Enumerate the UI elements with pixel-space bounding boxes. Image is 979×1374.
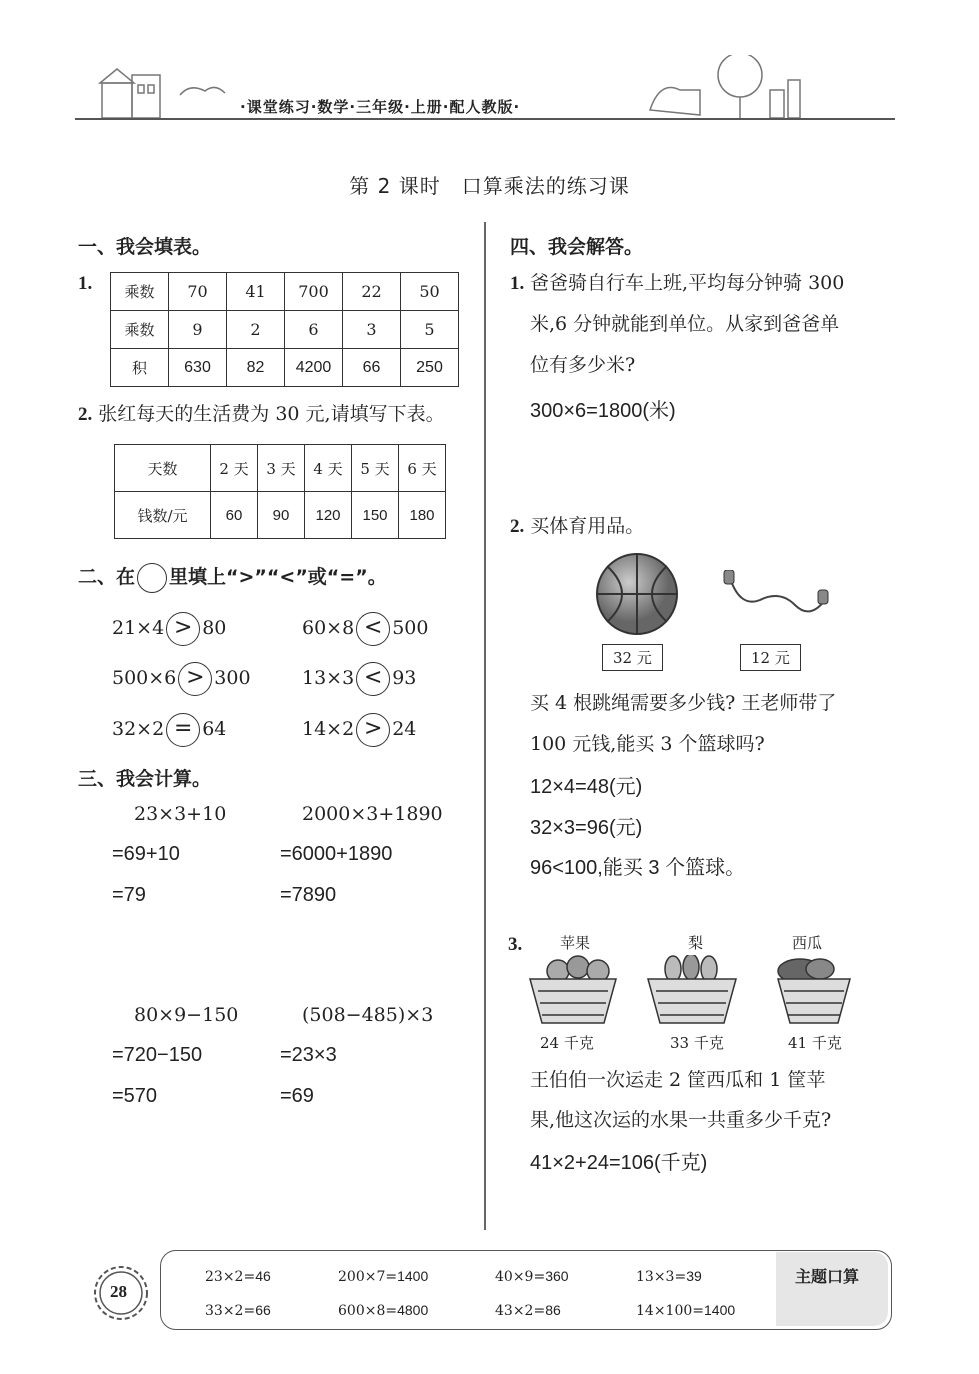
compare-item	[112, 612, 226, 646]
table-row	[111, 311, 459, 349]
lesson-title: 第 2 课时 口算乘法的练习课	[349, 174, 630, 198]
oral-question: 14×100=	[636, 1303, 704, 1319]
compare-symbol: >	[178, 662, 212, 696]
table-cell: 天数	[115, 445, 211, 492]
fruit-name: 苹果	[560, 934, 591, 952]
oral-item	[495, 1302, 561, 1319]
jump-rope-icon	[722, 570, 832, 620]
calc-step: =720−150	[112, 1044, 203, 1066]
table-row	[111, 273, 459, 311]
fruit-weight: 41 千克	[788, 1034, 842, 1052]
compare-right: 80	[202, 617, 227, 639]
answer-cell: 250	[401, 349, 459, 387]
answer-cell: 180	[399, 492, 446, 539]
calc-expression: 2000×3+1890	[302, 803, 443, 825]
empty-circle-icon	[137, 563, 167, 593]
oral-item	[205, 1302, 271, 1319]
q2-line	[78, 394, 445, 435]
oral-answer: 1400	[704, 1302, 736, 1318]
answer-cell: 60	[211, 492, 258, 539]
oral-arithmetic-label: 主题口算	[795, 1267, 860, 1286]
compare-symbol: >	[166, 612, 200, 646]
oral-question: 33×2=	[205, 1303, 256, 1319]
answer-cell: 90	[258, 492, 305, 539]
compare-right: 500	[392, 617, 429, 639]
oral-question: 200×7=	[338, 1269, 398, 1285]
compare-left: 60×8	[302, 617, 355, 639]
q4-2-answer: 12×4=48(元)	[530, 776, 643, 798]
compare-left: 14×2	[302, 718, 355, 740]
table-cell: 22	[343, 273, 401, 311]
q4-3-line: 果,他这次运的水果一共重多少千克?	[530, 1109, 832, 1131]
compare-symbol: >	[356, 713, 390, 747]
q4-3-number: 3.	[508, 934, 523, 955]
table-row	[111, 349, 459, 387]
section-2-title	[78, 562, 387, 593]
table-cell: 9	[169, 311, 227, 349]
oral-item	[636, 1302, 735, 1319]
table-cell: 700	[285, 273, 343, 311]
rope-price-tag: 12 元	[740, 644, 801, 671]
section-4-title: 四、我会解答。	[510, 236, 644, 258]
q4-2-number: 2.	[510, 516, 525, 537]
living-cost-table	[114, 444, 446, 539]
compare-symbol: =	[166, 713, 200, 747]
answer-cell: 66	[343, 349, 401, 387]
table-cell: 5 天	[352, 445, 399, 492]
compare-left: 13×3	[302, 667, 355, 689]
table-cell: 6	[285, 311, 343, 349]
calc-step: =79	[112, 884, 146, 906]
q4-2-line: 买 4 根跳绳需要多少钱? 王老师带了	[530, 692, 837, 714]
compare-item	[112, 713, 226, 747]
q4-2-title: 买体育用品。	[530, 515, 645, 537]
table-cell: 3 天	[258, 445, 305, 492]
table-cell: 钱数/元	[115, 492, 211, 539]
oral-answer: 66	[255, 1302, 271, 1318]
table-cell: 2	[227, 311, 285, 349]
oral-item	[338, 1268, 428, 1285]
q2-text: 张红每天的生活费为 30 元,请填写下表。	[98, 403, 445, 425]
section-3-title: 三、我会计算。	[78, 768, 212, 790]
q4-1-line: 位有多少米?	[530, 354, 636, 376]
q4-3-line: 王伯伯一次运走 2 筐西瓜和 1 筐苹	[530, 1069, 826, 1091]
q4-2-line: 100 元钱,能买 3 个篮球吗?	[530, 733, 765, 755]
header-rule	[75, 118, 895, 120]
fruit-name: 西瓜	[792, 934, 823, 952]
compare-symbol: <	[356, 662, 390, 696]
q4-2-title-line	[510, 506, 644, 547]
table-cell: 41	[227, 273, 285, 311]
oral-question: 600×8=	[338, 1303, 398, 1319]
compare-item	[302, 662, 416, 696]
table-cell: 50	[401, 273, 459, 311]
oral-question: 43×2=	[495, 1303, 546, 1319]
compare-right: 24	[392, 718, 417, 740]
compare-left: 21×4	[112, 617, 165, 639]
compare-right: 64	[202, 718, 227, 740]
oral-item	[636, 1268, 702, 1285]
q4-1-number: 1.	[510, 273, 525, 294]
calc-step: =7890	[280, 884, 337, 906]
oral-answer: 86	[545, 1302, 561, 1318]
oral-answer: 39	[686, 1268, 702, 1284]
table-cell: 5	[401, 311, 459, 349]
table-cell: 4 天	[305, 445, 352, 492]
q1-number: 1.	[78, 273, 93, 294]
oral-question: 40×9=	[495, 1269, 546, 1285]
oral-answer: 4800	[397, 1302, 429, 1318]
table-cell: 3	[343, 311, 401, 349]
calc-step: =69+10	[112, 843, 180, 865]
section-2-title-a: 二、在	[78, 566, 136, 588]
table-cell: 70	[169, 273, 227, 311]
q4-3-answer: 41×2+24=106(千克)	[530, 1152, 708, 1174]
table-cell: 积	[111, 349, 169, 387]
basketball-price-tag: 32 元	[602, 644, 663, 671]
basketball-icon	[595, 552, 679, 636]
answer-cell: 630	[169, 349, 227, 387]
answer-cell: 4200	[285, 349, 343, 387]
q4-1-line: 米,6 分钟就能到单位。从家到爸爸单	[530, 313, 840, 335]
fruit-weight: 33 千克	[670, 1034, 724, 1052]
fruit-name: 梨	[688, 934, 704, 952]
calc-expression: 80×9−150	[134, 1004, 239, 1026]
table-row	[115, 492, 446, 539]
calc-step: =6000+1890	[280, 843, 393, 865]
calc-expression: 23×3+10	[134, 803, 227, 825]
compare-left: 500×6	[112, 667, 177, 689]
oral-question: 23×2=	[205, 1269, 256, 1285]
table-cell: 2 天	[211, 445, 258, 492]
compare-symbol: <	[356, 612, 390, 646]
series-title: ·课堂练习·数学·三年级·上册·配人教版·	[240, 98, 521, 116]
compare-item	[112, 662, 251, 696]
calc-step: =23×3	[280, 1044, 337, 1066]
section-1-title: 一、我会填表。	[78, 236, 212, 258]
section-2-title-b: 里填上“>”“<”或“=”。	[169, 566, 387, 588]
answer-cell: 120	[305, 492, 352, 539]
fruit-weight: 24 千克	[540, 1034, 594, 1052]
oral-item	[338, 1302, 428, 1319]
compare-item	[302, 713, 416, 747]
compare-right: 93	[392, 667, 417, 689]
oral-item	[205, 1268, 271, 1285]
oral-answer: 1400	[397, 1268, 429, 1284]
answer-cell: 82	[227, 349, 285, 387]
oral-item	[495, 1268, 569, 1285]
q4-2-answer: 32×3=96(元)	[530, 817, 643, 839]
q4-1-answer: 300×6=1800(米)	[530, 400, 676, 422]
table-cell: 6 天	[399, 445, 446, 492]
q2-number: 2.	[78, 404, 93, 425]
compare-item	[302, 612, 428, 646]
calc-step: =570	[112, 1085, 158, 1107]
calc-step: =69	[280, 1085, 314, 1107]
column-divider	[484, 222, 486, 1230]
oral-answer: 46	[255, 1268, 271, 1284]
answer-cell: 150	[352, 492, 399, 539]
fruit-baskets-icon	[528, 955, 858, 1027]
compare-left: 32×2	[112, 718, 165, 740]
oral-question: 13×3=	[636, 1269, 687, 1285]
oral-answer: 360	[545, 1268, 569, 1284]
table-cell: 乘数	[111, 273, 169, 311]
page-number: 28	[110, 1282, 127, 1301]
compare-right: 300	[214, 667, 251, 689]
calc-expression: (508−485)×3	[302, 1004, 434, 1026]
table-row	[115, 445, 446, 492]
q4-1-line: 爸爸骑自行车上班,平均每分钟骑 300	[530, 272, 845, 294]
table-cell: 乘数	[111, 311, 169, 349]
multiplication-table	[110, 272, 459, 387]
q4-2-answer: 96<100,能买 3 个篮球。	[530, 857, 746, 879]
